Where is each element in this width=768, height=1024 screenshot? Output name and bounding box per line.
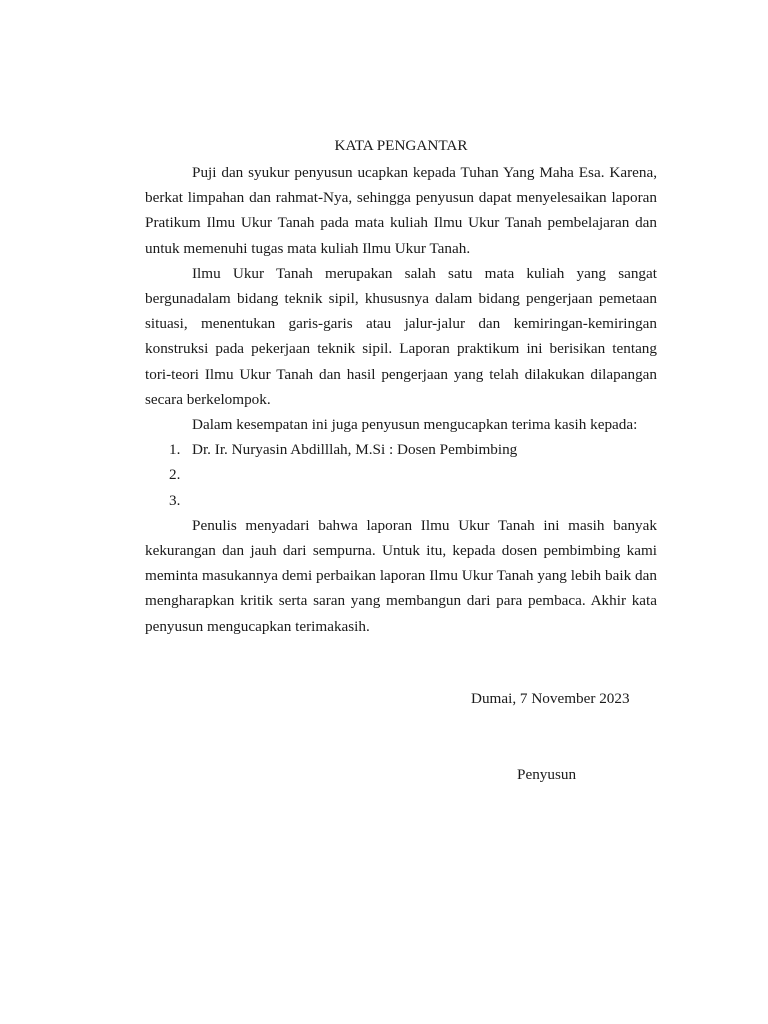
paragraph-closing: Penulis menyadari bahwa laporan Ilmu Ukur Tanah ini masih banyak kekurangan dan jauh dari sempurna. Untuk itu, kepada dosen pembimbing kami meminta masukannya demi perbaikan laporan Ilmu Ukur Tanah yang lebih baik dan mengharapkan kritik serta saran yang membangun dari para pembaca. Akhir kata penyusun mengucapkan terimakasih.	[145, 516, 657, 635]
paragraph-thanks-intro: Dalam kesempatan ini juga penyusun mengucapkan terima kasih kepada:	[192, 416, 638, 434]
list-item-text: Dr. Ir. Nuryasin Abdilllah, M.Si : Dosen Pembimbing	[192, 441, 518, 459]
list-item-number: 1.	[169, 441, 181, 459]
document-title: KATA PENGANTAR	[334, 137, 468, 154]
place-date: Dumai, 7 November 2023	[471, 690, 630, 707]
paragraph-opening: Puji dan syukur penyusun ucapkan kepada Tuhan Yang Maha Esa. Karena, berkat limpahan dan rahmat-Nya, sehingga penyusun dapat menyelesaikan laporan Pratikum Ilmu Ukur Tanah pada mata kuliah Ilmu Ukur Tanah pembelajaran dan untuk memenuhi tugas mata kuliah Ilmu Ukur Tanah.	[145, 164, 657, 257]
signer-label: Penyusun	[517, 766, 577, 783]
document-body	[145, 136, 657, 639]
list-item-number: 3.	[169, 491, 181, 509]
list-item	[145, 462, 657, 487]
acknowledgement-list	[145, 437, 657, 513]
list-item-number: 2.	[169, 466, 181, 484]
list-item	[145, 437, 657, 462]
list-item	[145, 488, 657, 513]
paragraph-course-description: Ilmu Ukur Tanah merupakan salah satu mata kuliah yang sangat bergunadalam bidang teknik sipil, khususnya dalam bidang pengerjaan pemetaan situasi, menentukan garis-garis atau jalur-jalur dan kemiringan-kemiringan konstruksi pada pekerjaan teknik sipil. Laporan praktikum ini berisikan tentang tori-teori Ilmu Ukur Tanah dan hasil pengerjaan yang telah dilakukan dilapangan secara berkelompok.	[145, 264, 657, 408]
